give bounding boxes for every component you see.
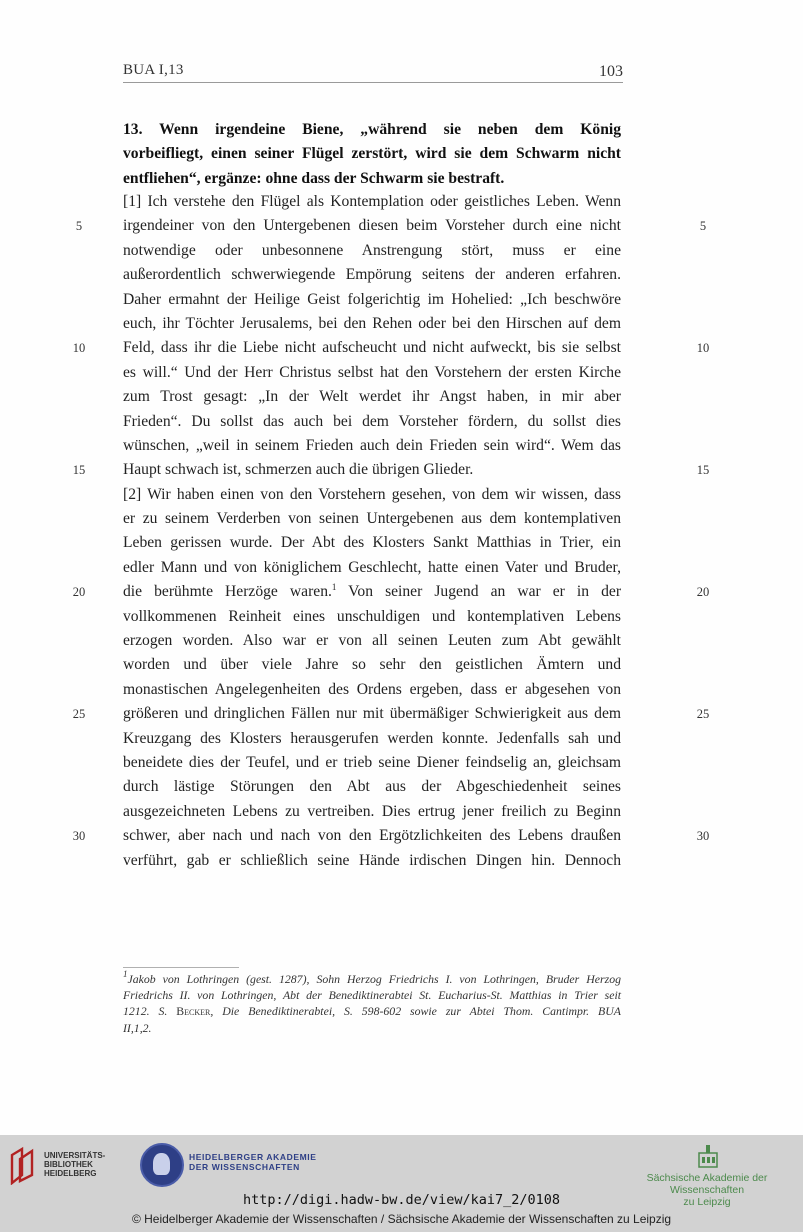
footnote-text: , Die Benediktinerabtei, S. 598-602 sowie zur Abtei Thom. Cantimpr. BUA [210,1004,621,1019]
saxon-academy-emblem-icon[interactable] [697,1143,719,1169]
hadw-line: DER WISSENSCHAFTEN [189,1162,300,1172]
line-number-right: 25 [696,707,710,721]
heading-line: entfliehen“, ergänze: ohne dass der Schwarm sie bestraft. [123,169,505,187]
text-line: verführt, gab er schließlich seine Hände irdischen Dingen hin. Dennoch [123,851,621,869]
footnote-line: II,1,2. [123,1020,152,1035]
text-line: irgendeiner von den Untergebenen diesen beim Vorsteher durch eine nicht [123,217,621,235]
text-line: [1] Ich verstehe den Flügel als Kontemplation oder geistliches Leben. Wenn [123,193,621,210]
line-number-right: 5 [699,219,707,233]
line-number-left: 30 [72,829,86,843]
university-library-name[interactable] [44,1151,105,1178]
section-heading [123,118,621,191]
running-head [123,60,623,83]
text-line: notwendige oder unbesonnene Anstrengung stört, muss er eine [123,241,621,259]
ub-line: BIBLIOTHEK [44,1160,93,1169]
text-line: euch, ihr Töchter Jerusalems, bei den Rehen oder bei den Hirschen auf dem [123,314,621,332]
text-line: beneidete dies der Teufel, und er trieb seine Diener feindselig an, gleichsam [123,753,621,771]
text-line: Haupt schwach ist, schmerzen auch die übrigen Glieder. [123,461,474,479]
heidelberg-academy-name[interactable] [189,1152,317,1172]
line-number-left: 20 [72,585,86,599]
text-line: er zu seinem Verderben von seinen Untergebenen aus dem kontemplativen [123,510,621,528]
page-number: 103 [599,63,623,80]
text-line-with-note [123,580,621,604]
text-line: schwer, aber nach und nach von den Ergötzlichkeiten des Lebens draußen [123,827,621,845]
text-line: Leben gerissen wurde. Der Abt des Klosters Sankt Matthias in Trier, ein [123,534,621,552]
text-line: Daher ermahnt der Heilige Geist folgerichtig im Hohelied: „Ich beschwöre [123,290,621,308]
footnote-line: Friedrichs II. von Lothringen, Abt der Benediktinerabtei St. Eucharius-St. Matthias in Trier seit [123,988,621,1003]
footnote-number: 1 [123,969,128,979]
academy-seal-icon[interactable] [140,1143,184,1187]
footnote-marker[interactable]: 1 [331,582,337,593]
heading-line: vorbeifliegt, einen seiner Flügel zerstört, wird sie dem Schwarm nicht [123,145,621,163]
line-number-right: 10 [696,341,710,355]
text-line: es will.“ Und der Herr Christus selbst hat den Vorstehern der ersten Kirche [123,363,621,381]
text-line: Feld, dass ihr die Liebe nicht aufscheucht und nicht aufweckt, bis sie selbst [123,339,621,357]
ub-line: UNIVERSITÄTS- [44,1151,106,1160]
text-line: Kreuzgang des Klosters herausgerufen werden konnte. Jedenfalls sah und [123,729,621,747]
permalink-url[interactable]: http://digi.hadw-bw.de/view/kai7_2/0108 [243,1192,560,1208]
text-line: vollkommenen Reinheit eines unschuldigen und kontemplativen Lebens [123,607,621,625]
text-line: Frieden“. Du sollst das auch bei dem Vorsteher fördern, du sollst dies [123,412,621,430]
footnote-line [123,1003,621,1019]
saw-line: Sächsische Akademie der Wissenschaften [646,1172,768,1196]
text-line: erzogen worden. Also war er von all seinen Leuten zum Abt gewählt [123,632,621,650]
author-name: Becker [176,1004,211,1019]
line-number-left: 25 [72,707,86,721]
hadw-line: HEIDELBERGER AKADEMIE [189,1152,317,1162]
text-fragment: die berühmte Herzöge waren. [123,583,332,601]
text-line: außerordentlich schwerwiegende Empörung seitens der anderen erfahren. [123,266,621,284]
heading-line: 13. Wenn irgendeine Biene, „während sie neben dem König [123,121,621,138]
line-number-right: 15 [696,463,710,477]
line-number-left: 15 [72,463,86,477]
saw-line: zu Leipzig [683,1196,731,1208]
line-number-left: 10 [72,341,86,355]
text-line: [2] Wir haben einen von den Vorstehern gesehen, von dem wir wissen, dass [123,485,621,503]
text-line: worden und über viele Jahre so sehr den geistlichen Ämtern und [123,656,621,674]
viewer-footer [0,1135,803,1232]
footnote-rule [123,967,239,968]
text-line: edler Mann und von königlichem Geschlecht, hatte einen Vater und Bruder, [123,558,621,576]
text-line: ausgezeichneten Lebens zu vertreiben. Dies ertrug jener freilich zu Beginn [123,802,621,820]
line-number-right: 20 [696,585,710,599]
body-text [123,190,621,873]
footnote-text: Jakob von Lothringen (gest. 1287), Sohn Herzog Friedrichs I. von Lothringen, Bruder Herzog [127,972,621,986]
ub-line: HEIDELBERG [44,1169,97,1178]
text-line: durch lästige Störungen den Abt aus der Abgeschiedenheit seines [123,778,621,796]
text-line: größeren und dringlichen Fällen nur mit übermäßiger Schwierigkeit aus dem [123,705,621,723]
university-library-logo-icon[interactable] [8,1145,38,1185]
text-fragment: Von seiner Jugend an war er in der [348,583,622,601]
line-number-right: 30 [696,829,710,843]
text-line: wünschen, „weil in seinem Frieden auch dein Frieden sein wird“. Wem das [123,436,621,454]
text-line: monastischen Angelegenheiten des Ordens ergeben, dass er abgesehen von [123,680,621,698]
text-line: zum Trost gesagt: „In der Welt werdet ihr Angst haben, in mir aber [123,388,621,406]
copyright-notice: © Heidelberger Akademie der Wissenschaften / Sächsische Akademie der Wissenschaften zu Leipzig [131,1212,672,1226]
line-number-left: 5 [75,219,83,233]
footnote [123,971,621,1036]
footnote-text: 1212. S. [123,1004,177,1019]
running-head-title: BUA I,13 [123,62,184,78]
footnote-line [123,971,621,987]
